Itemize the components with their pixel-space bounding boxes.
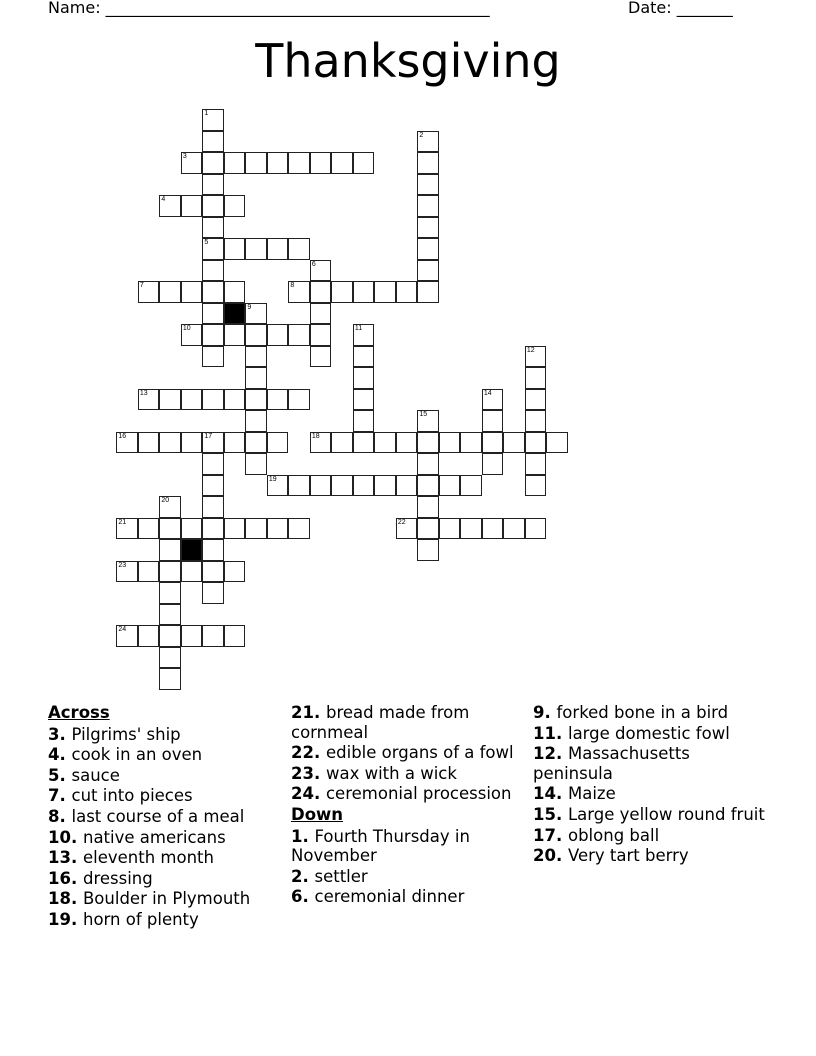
grid-cell[interactable] — [224, 561, 246, 583]
grid-cell[interactable] — [353, 367, 375, 389]
grid-cell[interactable] — [267, 518, 289, 540]
grid-cell[interactable] — [503, 518, 525, 540]
clue-across-23 — [291, 764, 526, 784]
cell-number: 8 — [290, 282, 295, 290]
cell-number: 21 — [118, 518, 127, 526]
grid-cell[interactable] — [181, 324, 203, 346]
clue-number: 19. — [48, 909, 83, 929]
grid-cell[interactable] — [202, 303, 224, 325]
grid-cell[interactable] — [224, 324, 246, 346]
page-title: Thanksgiving — [255, 34, 561, 88]
clue-number: 11. — [533, 723, 568, 743]
cell-number: 4 — [161, 196, 166, 204]
grid-cell[interactable] — [202, 238, 224, 260]
grid-cell[interactable] — [245, 518, 267, 540]
grid-cell[interactable] — [417, 152, 439, 174]
cell-number: 13 — [139, 389, 148, 397]
grid-cell[interactable] — [460, 518, 482, 540]
grid-cell[interactable] — [181, 625, 203, 647]
cell-number: 11 — [354, 325, 363, 333]
clue-number: 10. — [48, 827, 83, 847]
clue-across-8 — [48, 807, 283, 827]
grid-cell[interactable] — [159, 195, 181, 217]
clues-column-1 — [48, 703, 283, 931]
grid-cell[interactable] — [267, 324, 289, 346]
grid-cell[interactable] — [353, 475, 375, 497]
grid-cell[interactable] — [310, 324, 332, 346]
grid-cell[interactable] — [439, 432, 461, 454]
grid-cell[interactable] — [396, 518, 418, 540]
grid-cell[interactable] — [224, 389, 246, 411]
cell-number: 5 — [204, 239, 209, 247]
grid-cell[interactable] — [159, 668, 181, 690]
grid-cell[interactable] — [245, 432, 267, 454]
clue-number: 20. — [533, 846, 568, 866]
grid-cell[interactable] — [396, 432, 418, 454]
clue-number: 1. — [291, 826, 315, 846]
clue-text: horn of plenty — [82, 909, 199, 929]
grid-cell[interactable] — [417, 238, 439, 260]
grid-cell[interactable] — [245, 346, 267, 368]
name-field: Name: ________________________________________________ — [48, 0, 490, 17]
grid-cell[interactable] — [460, 432, 482, 454]
grid-cell[interactable] — [202, 389, 224, 411]
grid-cell[interactable] — [288, 389, 310, 411]
clue-number: 8. — [48, 806, 72, 826]
cell-number: 7 — [139, 282, 144, 290]
cell-number: 23 — [118, 561, 127, 569]
clue-text: edible organs of a fowl — [325, 743, 514, 763]
clue-down-14 — [533, 784, 768, 804]
cell-number: 12 — [526, 346, 535, 354]
grid-cell[interactable] — [417, 174, 439, 196]
clue-text: large domestic fowl — [567, 723, 730, 743]
grid-cell[interactable] — [267, 475, 289, 497]
grid-cell[interactable] — [159, 604, 181, 626]
cell-number: 14 — [483, 389, 492, 397]
grid-cell[interactable] — [525, 389, 547, 411]
clue-down-12 — [533, 744, 768, 783]
grid-cell[interactable] — [482, 518, 504, 540]
clue-number: 6. — [291, 887, 315, 907]
grid-cell[interactable] — [159, 625, 181, 647]
grid-cell[interactable] — [181, 432, 203, 454]
clue-down-2 — [291, 867, 526, 887]
grid-cell[interactable] — [159, 582, 181, 604]
clue-number: 17. — [533, 825, 568, 845]
grid-cell[interactable] — [374, 475, 396, 497]
clue-text: ceremonial procession — [325, 784, 512, 804]
grid-cell[interactable] — [245, 453, 267, 475]
grid-cell[interactable] — [482, 410, 504, 432]
grid-cell[interactable] — [202, 561, 224, 583]
cell-number: 6 — [311, 260, 316, 268]
grid-cell[interactable] — [224, 432, 246, 454]
grid-cell[interactable] — [288, 518, 310, 540]
clue-text: last course of a meal — [71, 806, 245, 826]
grid-cell[interactable] — [503, 432, 525, 454]
grid-cell[interactable] — [202, 174, 224, 196]
grid-cell[interactable] — [181, 195, 203, 217]
clue-number: 14. — [533, 784, 568, 804]
grid-cell[interactable] — [417, 432, 439, 454]
cell-number: 9 — [247, 303, 252, 311]
grid-cell[interactable] — [138, 281, 160, 303]
grid-cell[interactable] — [267, 432, 289, 454]
grid-cell[interactable] — [288, 281, 310, 303]
grid-cell[interactable] — [525, 410, 547, 432]
grid-cell[interactable] — [525, 346, 547, 368]
grid-cell[interactable] — [525, 432, 547, 454]
grid-cell[interactable] — [417, 496, 439, 518]
grid-cell[interactable] — [525, 475, 547, 497]
grid-cell[interactable] — [482, 453, 504, 475]
grid-cell[interactable] — [245, 389, 267, 411]
grid-cell[interactable] — [417, 195, 439, 217]
clue-text: cook in an oven — [71, 745, 203, 765]
grid-cell[interactable] — [417, 539, 439, 561]
clue-text: bread made from cornmeal — [291, 703, 470, 742]
grid-cell[interactable] — [159, 561, 181, 583]
grid-cell[interactable] — [224, 238, 246, 260]
grid-cell[interactable] — [224, 518, 246, 540]
clue-text: Maize — [567, 784, 616, 804]
grid-cell[interactable] — [245, 324, 267, 346]
grid-cell[interactable] — [310, 303, 332, 325]
grid-cell[interactable] — [159, 281, 181, 303]
cell-number: 22 — [397, 518, 406, 526]
grid-cell[interactable] — [546, 432, 568, 454]
clue-across-7 — [48, 786, 283, 806]
clue-down-1 — [291, 827, 526, 866]
cell-number: 24 — [118, 626, 127, 634]
clue-across-3 — [48, 725, 283, 745]
clue-text: ceremonial dinner — [314, 887, 465, 907]
grid-cell[interactable] — [267, 152, 289, 174]
clue-down-9 — [533, 703, 768, 723]
down-heading: Down — [291, 804, 344, 824]
grid-cell[interactable] — [288, 238, 310, 260]
clue-text: eleventh month — [82, 848, 214, 868]
grid-cell[interactable] — [439, 475, 461, 497]
clue-across-21 — [291, 703, 526, 742]
clue-across-10 — [48, 828, 283, 848]
cell-number: 2 — [419, 131, 424, 139]
date-field: Date: _______ — [628, 0, 733, 17]
grid-cell[interactable] — [181, 518, 203, 540]
grid-cell[interactable] — [202, 109, 224, 131]
clue-text: dressing — [82, 868, 153, 888]
clue-number: 5. — [48, 765, 72, 785]
grid-cell[interactable] — [202, 346, 224, 368]
clue-number: 9. — [533, 703, 557, 722]
clue-text: Very tart berry — [567, 846, 689, 866]
grid-cell[interactable] — [202, 432, 224, 454]
grid-cell[interactable] — [245, 303, 267, 325]
clue-number: 7. — [48, 786, 72, 806]
cell-number: 1 — [204, 110, 209, 118]
grid-cell[interactable] — [460, 475, 482, 497]
clue-number: 21. — [291, 703, 326, 722]
clue-text: Massachusetts peninsula — [533, 744, 690, 783]
clue-down-17 — [533, 826, 768, 846]
grid-cell[interactable] — [353, 410, 375, 432]
grid-cell[interactable] — [353, 432, 375, 454]
clue-number: 18. — [48, 889, 83, 909]
grid-cell[interactable] — [331, 152, 353, 174]
grid-cell[interactable] — [138, 625, 160, 647]
grid-cell[interactable] — [310, 475, 332, 497]
grid-cell[interactable] — [116, 625, 138, 647]
grid-cell[interactable] — [482, 432, 504, 454]
grid-cell[interactable] — [202, 217, 224, 239]
clue-number: 23. — [291, 763, 326, 783]
grid-cell[interactable] — [202, 453, 224, 475]
grid-cell[interactable] — [310, 346, 332, 368]
grid-cell[interactable] — [288, 152, 310, 174]
clue-across-19 — [48, 910, 283, 930]
grid-cell[interactable] — [267, 238, 289, 260]
clue-text: wax with a wick — [325, 763, 457, 783]
cell-number: 16 — [118, 432, 127, 440]
across-heading: Across — [48, 703, 110, 722]
grid-cell[interactable] — [396, 475, 418, 497]
grid-cell[interactable] — [374, 432, 396, 454]
grid-cell[interactable] — [202, 260, 224, 282]
grid-cell[interactable] — [267, 389, 289, 411]
grid-cell[interactable] — [310, 281, 332, 303]
clue-across-13 — [48, 848, 283, 868]
clue-number: 12. — [533, 744, 568, 764]
grid-cell[interactable] — [417, 281, 439, 303]
grid-cell[interactable] — [116, 518, 138, 540]
cell-number: 19 — [268, 475, 277, 483]
clue-down-11 — [533, 724, 768, 744]
grid-cell[interactable] — [439, 518, 461, 540]
clue-number: 22. — [291, 743, 326, 763]
grid-cell[interactable] — [159, 518, 181, 540]
grid-cell[interactable] — [138, 518, 160, 540]
grid-cell[interactable] — [202, 518, 224, 540]
grid-cell[interactable] — [116, 432, 138, 454]
grid-cell[interactable] — [353, 389, 375, 411]
clue-across-24 — [291, 784, 526, 804]
grid-cell[interactable] — [138, 561, 160, 583]
clue-text: cut into pieces — [71, 786, 193, 806]
grid-cell[interactable] — [245, 152, 267, 174]
grid-cell[interactable] — [353, 152, 375, 174]
grid-cell[interactable] — [181, 281, 203, 303]
grid-cell[interactable] — [310, 432, 332, 454]
grid-cell[interactable] — [202, 195, 224, 217]
grid-cell[interactable] — [245, 367, 267, 389]
grid-cell[interactable] — [159, 432, 181, 454]
grid-cell[interactable] — [525, 518, 547, 540]
cell-number: 18 — [311, 432, 320, 440]
grid-cell[interactable] — [310, 260, 332, 282]
grid-cell[interactable] — [331, 281, 353, 303]
grid-cell[interactable] — [202, 539, 224, 561]
clue-text: Fourth Thursday in November — [291, 826, 470, 866]
clue-across-22 — [291, 743, 526, 763]
cell-number: 17 — [204, 432, 213, 440]
clue-number: 4. — [48, 745, 72, 765]
grid-cell[interactable] — [202, 152, 224, 174]
clue-text: settler — [314, 866, 368, 886]
grid-cell[interactable] — [417, 260, 439, 282]
cell-number: 20 — [161, 497, 170, 505]
clue-text: oblong ball — [567, 825, 660, 845]
grid-cell[interactable] — [525, 367, 547, 389]
clue-across-5 — [48, 766, 283, 786]
clue-number: 16. — [48, 868, 83, 888]
grid-cell[interactable] — [288, 324, 310, 346]
clue-text: sauce — [71, 765, 120, 785]
clues-column-2 — [291, 703, 526, 908]
grid-cell[interactable] — [159, 389, 181, 411]
grid-cell[interactable] — [288, 475, 310, 497]
grid-cell[interactable] — [374, 281, 396, 303]
grid-cell[interactable] — [202, 582, 224, 604]
clue-number: 15. — [533, 804, 568, 824]
grid-cell[interactable] — [138, 432, 160, 454]
grid-cell[interactable] — [417, 217, 439, 239]
grid-cell[interactable] — [202, 324, 224, 346]
clue-text: forked bone in a bird — [556, 703, 729, 722]
black-cell — [181, 539, 203, 561]
grid-cell[interactable] — [224, 152, 246, 174]
grid-cell[interactable] — [202, 496, 224, 518]
grid-cell[interactable] — [224, 281, 246, 303]
grid-cell[interactable] — [245, 410, 267, 432]
grid-cell[interactable] — [202, 131, 224, 153]
grid-cell[interactable] — [202, 625, 224, 647]
clue-down-20 — [533, 846, 768, 866]
grid-cell[interactable] — [417, 475, 439, 497]
grid-cell[interactable] — [417, 518, 439, 540]
grid-cell[interactable] — [396, 281, 418, 303]
clue-text: Boulder in Plymouth — [82, 889, 251, 909]
clue-number: 24. — [291, 784, 326, 804]
grid-cell[interactable] — [181, 561, 203, 583]
clues-column-3 — [533, 703, 768, 867]
grid-cell[interactable] — [224, 195, 246, 217]
grid-cell[interactable] — [331, 432, 353, 454]
grid-cell[interactable] — [202, 281, 224, 303]
clue-text: Pilgrims' ship — [71, 724, 181, 744]
grid-cell[interactable] — [181, 152, 203, 174]
grid-cell[interactable] — [417, 453, 439, 475]
grid-cell[interactable] — [417, 131, 439, 153]
clue-text: native americans — [82, 827, 226, 847]
grid-cell[interactable] — [159, 496, 181, 518]
black-cell — [224, 303, 246, 325]
clue-number: 2. — [291, 866, 315, 886]
clue-number: 3. — [48, 724, 72, 744]
grid-cell[interactable] — [353, 281, 375, 303]
grid-cell[interactable] — [159, 647, 181, 669]
grid-cell[interactable] — [159, 539, 181, 561]
clue-down-6 — [291, 887, 526, 907]
clue-down-15 — [533, 805, 768, 825]
grid-cell[interactable] — [116, 561, 138, 583]
grid-cell[interactable] — [310, 152, 332, 174]
clue-number: 13. — [48, 848, 83, 868]
cell-number: 10 — [182, 325, 191, 333]
grid-cell[interactable] — [224, 625, 246, 647]
cell-number: 15 — [419, 411, 428, 419]
grid-cell[interactable] — [331, 475, 353, 497]
grid-cell[interactable] — [417, 410, 439, 432]
grid-cell[interactable] — [245, 238, 267, 260]
grid-cell[interactable] — [353, 346, 375, 368]
grid-cell[interactable] — [202, 475, 224, 497]
grid-cell[interactable] — [482, 389, 504, 411]
grid-cell[interactable] — [138, 389, 160, 411]
grid-cell[interactable] — [353, 324, 375, 346]
grid-cell[interactable] — [525, 453, 547, 475]
grid-cell[interactable] — [181, 389, 203, 411]
clue-text: Large yellow round fruit — [567, 804, 765, 824]
cell-number: 3 — [182, 153, 187, 161]
clue-across-4 — [48, 745, 283, 765]
clue-across-16 — [48, 869, 283, 889]
clue-across-18 — [48, 889, 283, 909]
